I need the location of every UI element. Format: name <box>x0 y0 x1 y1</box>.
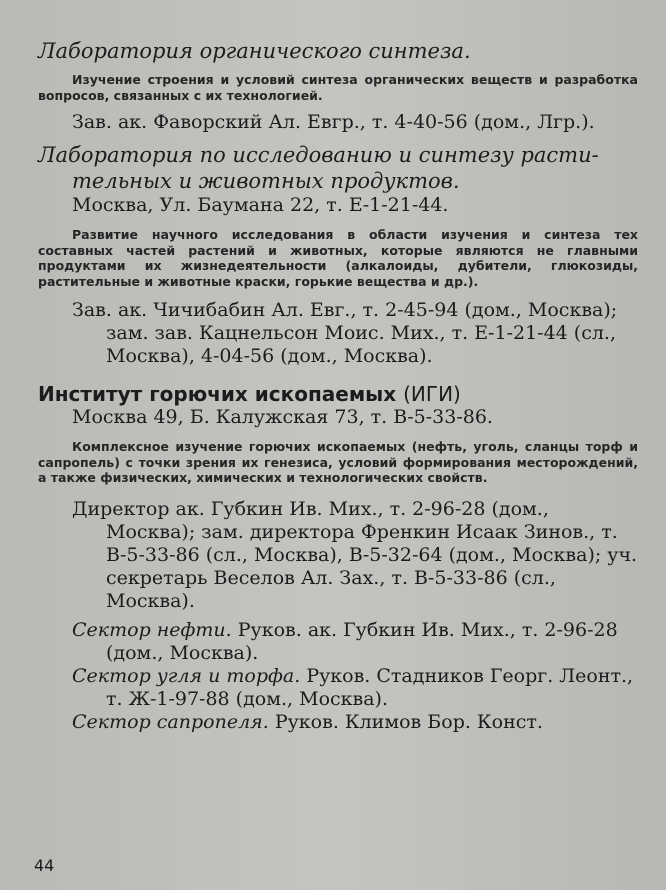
lab2-title-line2: тельных и животных продуктов. <box>72 169 460 193</box>
sector-coal <box>72 665 638 711</box>
sector-coal-text: Руков. Стадников Георг. Леонт., т. Ж-1-97-88 (дом., Москва). <box>106 664 634 710</box>
igi-title <box>38 382 638 406</box>
sector-oil <box>72 619 638 665</box>
lab2-head: Зав. ак. Чичибабин Ал. Евг., т. 2-45-94 (дом., Москва); зам. зав. Кацнельсон Моис. Мих., т. Е-1-21-44 (сл., Москва), 4-04-56 (дом., Москва). <box>72 299 618 367</box>
page-number: 44 <box>34 856 55 875</box>
sector-sapropel-text: Руков. Климов Бор. Конст. <box>274 710 543 733</box>
igi-title-main: Институт горючих ископаемых <box>38 382 397 406</box>
lab2-title-line1: Лаборатория по исследованию и синтезу расти- <box>38 143 599 167</box>
sector-oil-name: Сектор нефти. <box>72 618 232 641</box>
sector-sapropel <box>72 711 638 734</box>
lab2-address: Москва, Ул. Баумана 22, т. Е-1-21-44. <box>72 194 449 216</box>
igi-description: Комплексное изучение горючих ископаемых (нефть, уголь, сланцы торф и сапропель) с точки зрения их генезиса, условий формирования месторождений, а также физических, химических и технологических свойств. <box>38 439 638 485</box>
lab1-description: Изучение строения и условий синтеза органических веществ и разработка вопросов, связанных с их технологией. <box>38 72 638 103</box>
igi-director: Директор ак. Губкин Ив. Мих., т. 2-96-28 (дом., Москва); зам. директора Френкин Исаак Зинов., т. В-5-33-86 (сл., Москва), В-5-32-64 (дом., Москва); уч. секретарь Веселов Ал. Зах., т. В-5-33-86 (сл., Москва). <box>72 497 638 612</box>
sector-oil-text: Руков. ак. Губкин Ив. Мих., т. 2-96-28 (дом., Москва). <box>106 618 618 664</box>
sector-coal-name: Сектор угля и торфа. <box>72 664 301 687</box>
lab1-head: Зав. ак. Фаворский Ал. Евгр., т. 4-40-56 (дом., Лгр.). <box>72 111 595 133</box>
lab1-title: Лаборатория органического синтеза. <box>38 39 471 63</box>
igi-address: Москва 49, Б. Калужская 73, т. В-5-33-86. <box>72 406 493 428</box>
sector-sapropel-name: Сектор сапропеля. <box>72 710 269 733</box>
igi-title-abbr: (ИГИ) <box>403 382 461 406</box>
lab2-description: Развитие научного исследования в области изучения и синтеза тех составных частей растений и животных, которые являются не главными продуктами их жизнедеятельности (алкалоиды, дубители, глюкозиды, растительные и животные краски, горькие вещества и др.). <box>38 227 638 289</box>
